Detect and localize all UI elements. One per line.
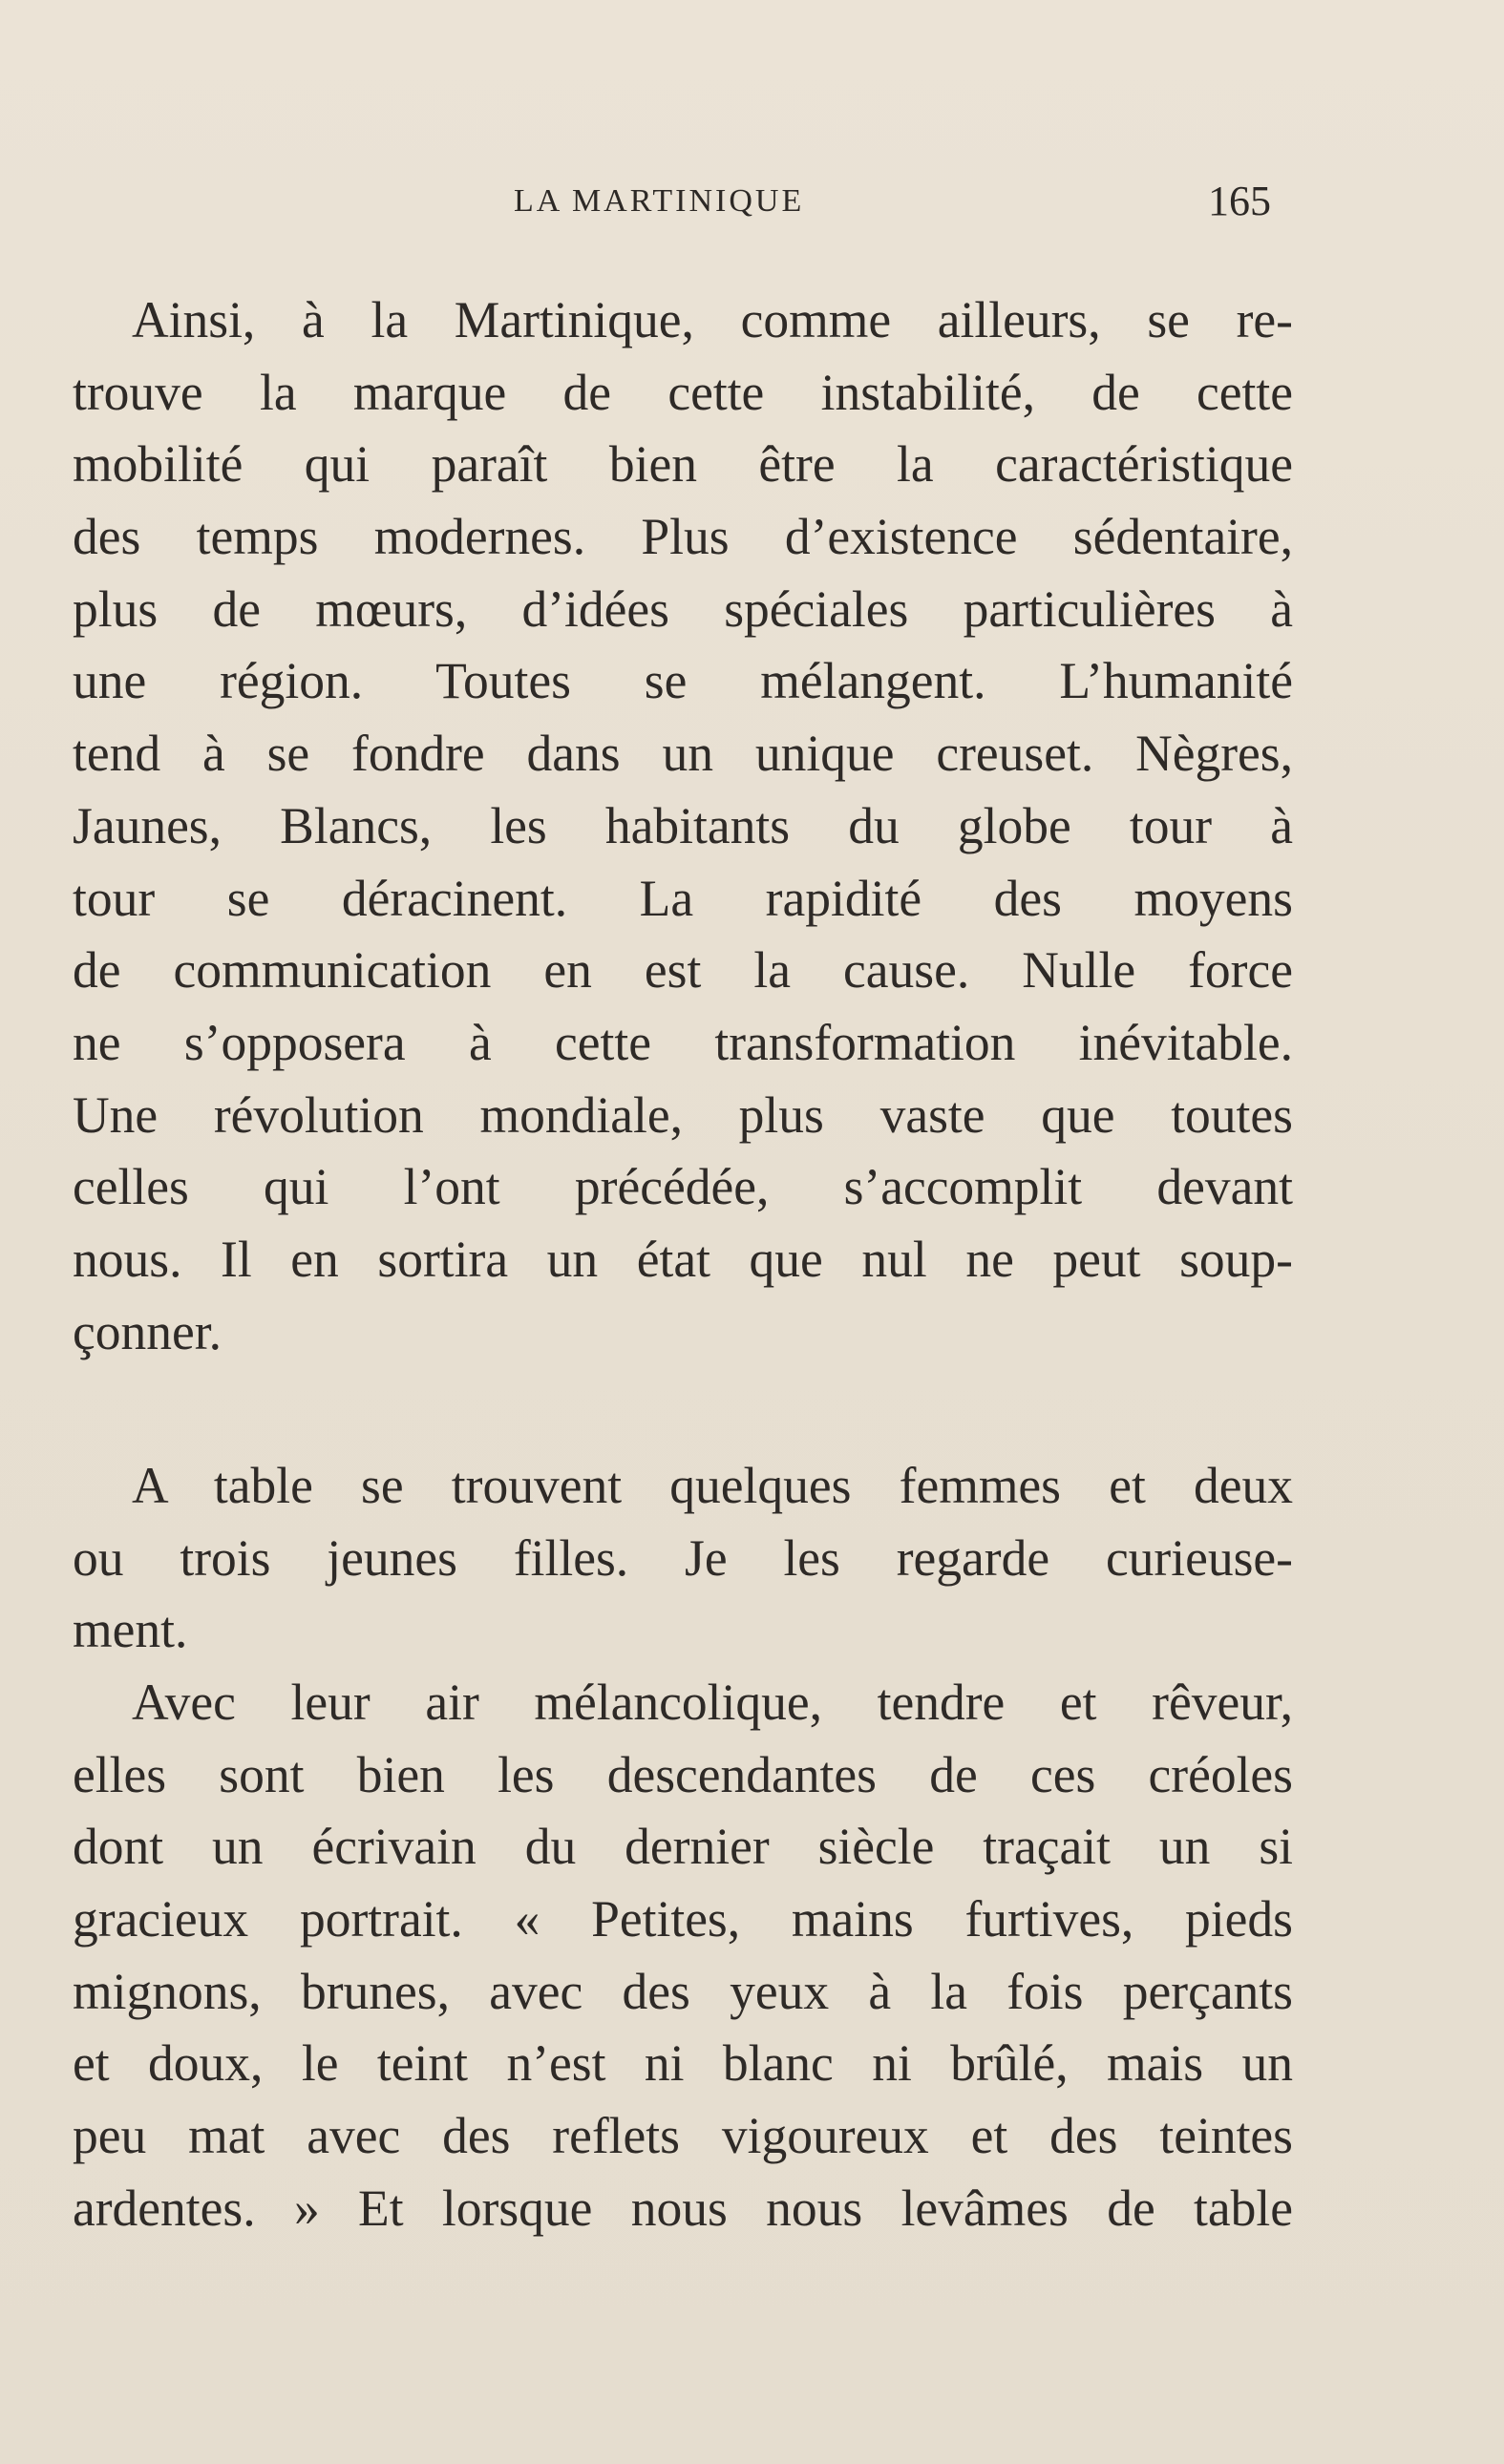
running-title: LA MARTINIQUE [514,183,805,219]
text-line: mobilité qui paraît bien être la caractéristique [73,435,1293,494]
text-line: Avec leur air mélancolique, tendre et rêveur, [132,1674,1293,1731]
text-line: et doux, le teint n’est ni blanc ni brûlé, mais un [73,2034,1293,2093]
paragraph-2 [73,1450,1293,1667]
text-line: ne s’opposera à cette transformation inévitable. [73,1013,1293,1071]
text-line: dont un écrivain du dernier siècle traçait un si [73,1818,1293,1876]
text-line: trouve la marque de cette instabilité, de cette [73,363,1293,421]
paragraph-3 [73,1667,1293,2245]
text-line: plus de mœurs, d’idées spéciales particulières à [73,579,1293,638]
paragraph-1 [73,284,1293,1368]
text-line: Ainsi, à la Martinique, comme ailleurs, se re- [132,291,1293,348]
text-line: Jaunes, Blancs, les habitants du globe tour à [73,796,1293,854]
page-number: 165 [1208,178,1271,224]
text-line: A table se trouvent quelques femmes et deux [132,1457,1293,1514]
text-line: tour se déracinent. La rapidité des moyens [73,869,1293,927]
text-line: mignons, brunes, avec des yeux à la fois perçants [73,1962,1293,2020]
text-line: gracieux portrait. « Petites, mains furtives, pieds [73,1890,1293,1948]
text-line: ment. [73,1601,188,1659]
text-line: une région. Toutes se mélangent. L’humanité [73,652,1293,710]
text-line: peu mat avec des reflets vigoureux et des teintes [73,2107,1293,2165]
text-line: çonner. [73,1302,222,1360]
text-line: nous. Il en sortira un état que nul ne peut soup- [73,1230,1293,1288]
text-line: celles qui l’ont précédée, s’accomplit devant [73,1158,1293,1216]
text-line: tend à se fondre dans un unique creuset. Nègres, [73,725,1293,783]
text-line: de communication en est la cause. Nulle force [73,941,1293,1000]
text-line: des temps modernes. Plus d’existence sédentaire, [73,508,1293,566]
text-line: ardentes. » Et lorsque nous nous levâmes de table [73,2179,1293,2237]
text-line: Une révolution mondiale, plus vaste que toutes [73,1085,1293,1144]
text-line: elles sont bien les descendantes de ces créoles [73,1745,1293,1803]
text-line: ou trois jeunes filles. Je les regarde curieuse- [73,1528,1293,1587]
